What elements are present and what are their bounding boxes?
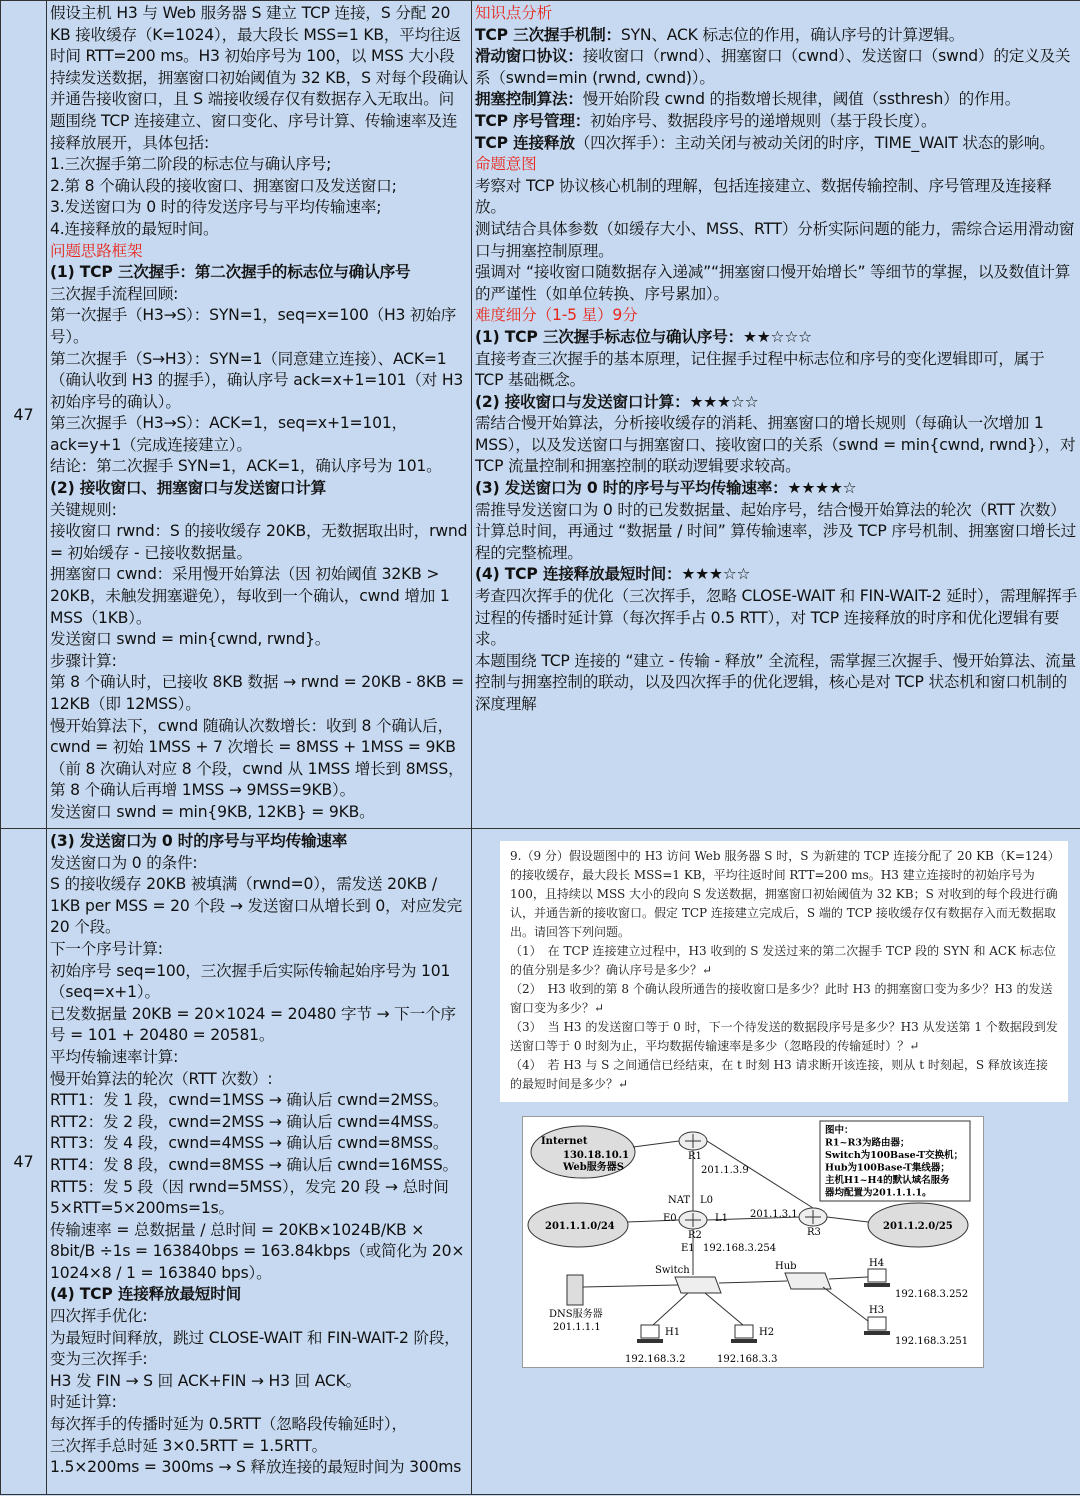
internet-label: Internet	[541, 1136, 588, 1147]
r2-label: R2	[688, 1230, 702, 1241]
solution-cell	[47, 829, 472, 1495]
paragraph: 1.5×200ms = 300ms → S 释放连接的最短时间为 300ms	[50, 1458, 462, 1477]
paragraph: 下一个序号计算:	[50, 939, 163, 958]
question-text	[500, 841, 1068, 1102]
paragraph: 滑动窗口协议：接收窗口（rwnd）、拥塞窗口（cwnd）、发送窗口（swnd）的定义及关系（swnd=min (rwnd, cwnd)）。	[475, 47, 1071, 87]
term-label: TCP 连接释放	[475, 133, 575, 152]
question-cell	[472, 829, 1080, 1495]
paragraph: 关键规则:	[50, 500, 117, 519]
term-label: TCP 三次握手机制：	[475, 25, 621, 44]
network-topology-diagram	[522, 1116, 984, 1368]
paragraph: 考查四次挥手的优化（三次挥手，忽略 CLOSE-WAIT 和 FIN-WAIT-2 延时），需理解挥手过程的传播时延计算（每次挥手占 0.5 RTT），对 TCP 连接释放的时序和优化逻辑有要求。	[475, 587, 1077, 649]
link-line	[705, 1293, 743, 1325]
paragraph: 结论：第二次握手 SYN=1，ACK=1，确认序号为 101。	[50, 457, 442, 476]
paragraph: RTT5：发 5 段（因 rwnd=5MSS），发完 20 段 → 总时间 5×RTT=5×200ms=1s。	[50, 1177, 449, 1218]
paragraph: 发送窗口 swnd = min{cwnd, rwnd}。	[50, 630, 331, 649]
dns-ip: 201.1.1.1	[553, 1322, 601, 1333]
paragraph: TCP 三次握手机制：SYN、ACK 标志位的作用，确认序号的计算逻辑。	[475, 25, 965, 44]
table-row	[1, 1, 1080, 829]
table-row	[1, 829, 1080, 1495]
h3-label: H3	[869, 1305, 885, 1316]
section-heading: 问题思路框架	[50, 241, 143, 260]
term-label: 滑动窗口协议：	[475, 47, 583, 66]
question-paragraph: （2） H3 收到的第 8 个确认段所通告的接收窗口是多少？此时 H3 的拥塞窗口变为多少？H3 的发送窗口变为多少？↵	[510, 982, 1053, 1015]
paragraph: 四次挥手优化:	[50, 1307, 148, 1326]
paragraph: 3.发送窗口为 0 时的待发送序号与平均传输速率;	[50, 198, 382, 217]
paragraph: 考察对 TCP 协议核心机制的理解，包括连接建立、数据传输控制、序号管理及连接释放。	[475, 176, 1052, 217]
paragraph: 三次握手流程回顾:	[50, 284, 179, 303]
link-line	[583, 1285, 678, 1287]
router-icon	[679, 1211, 707, 1229]
paragraph: 每次挥手的传播时延为 0.5RTT（忽略段传输延时），	[50, 1415, 407, 1434]
paragraph: 第二次握手（S→H3）：SYN=1（同意建立连接）、ACK=1（确认收到 H3 的握手），确认序号 ack=x+1=101（对 H3 初始序号的确认）。	[50, 349, 464, 411]
net-right-label: 201.1.2.0/25	[883, 1221, 953, 1232]
legend-line: Switch为100Base-T交换机；	[825, 1150, 964, 1161]
link-line	[719, 1281, 787, 1283]
host-icon	[731, 1325, 757, 1343]
paragraph: 慢开始算法的轮次（RTT 次数）:	[50, 1069, 273, 1088]
paragraph: 发送窗口为 0 的条件:	[50, 853, 198, 872]
link-line	[823, 1287, 868, 1321]
dns-label: DNS服务器	[549, 1309, 603, 1320]
paragraph: TCP 序号管理：初始序号、数据段序号的递增规则（基于段长度）。	[475, 111, 937, 130]
paragraph: 平均传输速率计算:	[50, 1047, 179, 1066]
l1-label: L1	[715, 1213, 729, 1224]
section-heading: 知识点分析	[475, 4, 552, 22]
link-line	[653, 1293, 688, 1325]
net-left-label: 201.1.1.0/24	[545, 1221, 615, 1232]
subsection-heading: (4) TCP 连接释放最短时间：★★★☆☆	[475, 565, 751, 584]
paragraph: 发送窗口 swnd = min{9KB, 12KB} = 9KB。	[50, 802, 375, 821]
subsection-heading: (2) 接收窗口与发送窗口计算：★★★☆☆	[475, 392, 759, 411]
paragraph: 慢开始算法下，cwnd 随确认次数增长：收到 8 个确认后，cwnd = 初始 1MSS + 7 次增长 = 8MSS + 1MSS = 9KB（前 8 次确认对应 8 个段，cwnd 从 1MSS 增长到 8MSS，第 8 个确认后再增 1MSS → 9MSS=9KB）。	[50, 716, 464, 800]
host-icon	[864, 1317, 890, 1335]
paragraph: 拥塞控制算法：慢开始阶段 cwnd 的指数增长规律，阈值（ssthresh）的作用。	[475, 90, 1021, 109]
subsection-heading: (2) 接收窗口、拥塞窗口与发送窗口计算	[50, 479, 327, 498]
legend-line: 主机H1~H4的默认域名服务	[825, 1175, 950, 1186]
paragraph: RTT1：发 1 段，cwnd=1MSS → 确认后 cwnd=2MSS。	[50, 1091, 449, 1110]
paragraph: 初始序号 seq=100，三次握手后实际传输起始序号为 101（seq=x+1）。	[50, 961, 451, 1002]
section-heading: 难度细分（1-5 星）9分	[475, 306, 638, 325]
link-line	[829, 1277, 868, 1279]
question-paragraph: （1） 在 TCP 连接建立过程中，H3 收到的 S 发送过来的第二次握手 TCP 段的 SYN 和 ACK 标志位的值分别是多少？确认序号是多少？↵	[510, 944, 1056, 977]
row-number: 47	[1, 829, 47, 1495]
paragraph: 4.连接释放的最短时间。	[50, 219, 219, 238]
subsection-heading: (3) 发送窗口为 0 时的序号与平均传输速率	[50, 832, 348, 850]
paragraph: 已发数据量 20KB = 20×1024 = 20480 字节 → 下一个序号 = 101 + 20480 = 20581。	[50, 1004, 456, 1045]
subsection-heading: (4) TCP 连接释放最短时间	[50, 1285, 242, 1304]
question-paragraph: 9.（9 分）假设题图中的 H3 访问 Web 服务器 S 时，S 为新建的 TCP 连接分配了 20 KB（K=124）的接收缓存，最大段长 MSS=1 KB，平均往返时间 RTT=200 ms。H3 建立连接时的初始序号为 100，且持续以 MSS 大小的段向 S 发送数据，拥塞窗口初始阈值为 32 KB；S 对收到的每个段进行确认，并通告新的接收窗口。假定 TCP 连接建立完成后，S 端的 TCP 接收缓存仅有数据存入而无数据取出。请回答下列问题。	[510, 849, 1058, 939]
r3-link-ip: 201.1.3.1	[750, 1209, 798, 1220]
subsection-heading: (3) 发送窗口为 0 时的序号与平均传输速率：★★★★☆	[475, 479, 857, 498]
switch-label: Switch	[655, 1265, 690, 1276]
paragraph: 2.第 8 个确认段的接收窗口、拥塞窗口及发送窗口;	[50, 176, 397, 195]
paragraph: 三次挥手总时延 3×0.5RTT = 1.5RTT。	[50, 1436, 328, 1455]
analysis-cell	[472, 1, 1080, 829]
router-icon	[799, 1208, 827, 1226]
paragraph: 假设主机 H3 与 Web 服务器 S 建立 TCP 连接，S 分配 20 KB 接收缓存（K=1024），最大段长 MSS=1 KB，平均往返时间 RTT=200 ms。H3 初始序号为 100，以 MSS 大小段持续发送数据，拥塞窗口初始阈值为 32 KB，S 对每个段确认并通告接收窗口，且 S 端接收缓存仅有数据存入无取出。问题围绕 TCP 连接建立、窗口变化、序号计算、传输速率及连接释放展开，具体包括:	[50, 4, 468, 152]
host-icon	[637, 1325, 663, 1343]
switch-icon	[675, 1277, 721, 1293]
h2-label: H2	[759, 1327, 775, 1338]
paragraph: 第一次握手（H3→S）：SYN=1，seq=x=100（H3 初始序号）。	[50, 306, 457, 346]
e0-label: E0	[663, 1213, 677, 1224]
paragraph: RTT3：发 4 段，cwnd=4MSS → 确认后 cwnd=8MSS。	[50, 1134, 449, 1153]
paragraph: 步骤计算:	[50, 651, 117, 670]
e1-label: E1	[681, 1243, 695, 1254]
hub-icon	[785, 1273, 831, 1289]
nat-label: NAT	[668, 1195, 691, 1206]
term-label: 拥塞控制算法：	[475, 90, 583, 109]
r1-link-ip: 201.1.3.9	[701, 1165, 749, 1176]
legend-line: 器均配置为201.1.1.1。	[825, 1187, 932, 1199]
router-icon	[679, 1132, 707, 1150]
subsection-heading: (1) TCP 三次握手：第二次握手的标志位与确认序号	[50, 263, 411, 282]
e1-ip: 192.168.3.254	[703, 1243, 777, 1254]
paragraph: 需推导发送窗口为 0 时的已发数据量、起始序号，结合慢开始算法的轮次（RTT 次数）计算总时间，再通过 “数据量 / 时间” 算传输速率，涉及 TCP 序号机制、拥塞窗口增长过程的完整梳理。	[475, 500, 1077, 562]
legend-line: 图中：	[825, 1125, 854, 1136]
paragraph: 时延计算:	[50, 1393, 117, 1412]
link-line	[633, 1141, 679, 1147]
h1-label: H1	[665, 1327, 681, 1338]
paragraph: S 的接收缓存 20KB 被填满（rwnd=0），需发送 20KB / 1KB per MSS = 20 个段 → 发送窗口从增长到 0，对应发完 20 个段。	[50, 875, 463, 937]
paragraph: 直接考查三次握手的基本原理，记住握手过程中标志位和序号的变化逻辑即可，属于 TCP 基础概念。	[475, 349, 1045, 390]
h2-ip: 192.168.3.3	[717, 1354, 778, 1365]
legend-line: Hub为100Base-T集线器；	[825, 1162, 950, 1174]
host-icon	[864, 1269, 890, 1287]
web-server-label: Web服务器S	[563, 1162, 624, 1173]
paragraph: 需结合慢开始算法，分析接收缓存的消耗、拥塞窗口的增长规则（每确认一次增加 1 MSS），以及发送窗口与拥塞窗口、接收窗口的关系（swnd = min{cwnd, rwnd}），对 TCP 流量控制和拥塞控制的联动逻辑要求较高。	[475, 414, 1076, 476]
paragraph: 第 8 个确认时，已接收 8KB 数据 → rwnd = 20KB - 8KB = 12KB（即 12MSS）。	[50, 673, 465, 713]
paragraph: 拥塞窗口 cwnd：采用慢开始算法（因 初始阈值 32KB > 20KB，未触发拥塞避免），每收到一个确认，cwnd 增加 1 MSS（1KB）。	[50, 565, 450, 627]
h4-ip: 192.168.3.252	[895, 1289, 969, 1300]
row-number: 47	[1, 1, 47, 829]
solution-cell	[47, 1, 472, 829]
h4-label: H4	[869, 1258, 885, 1269]
link-line	[827, 1217, 868, 1222]
paragraph: 第三次握手（H3→S）：ACK=1，seq=x+1=101，ack=y+1（完成连接建立）。	[50, 414, 407, 454]
h1-ip: 192.168.3.2	[625, 1354, 686, 1365]
r1-label: R1	[688, 1151, 702, 1162]
r3-label: R3	[807, 1227, 821, 1238]
paragraph: RTT4：发 8 段，cwnd=8MSS → 确认后 cwnd=16MSS。	[50, 1155, 458, 1174]
l0-label: L0	[700, 1195, 714, 1206]
paragraph: H3 发 FIN → S 回 ACK+FIN → H3 回 ACK。	[50, 1371, 362, 1390]
legend-line: R1~R3为路由器；	[825, 1137, 910, 1149]
question-paragraph: （3） 当 H3 的发送窗口等于 0 时，下一个待发送的数据段序号是多少？H3 从发送第 1 个数据段到发送窗口等于 0 时刻为止，平均数据传输速率是多少（忽略段的传输延时）？↵	[510, 1020, 1058, 1053]
section-heading: 命题意图	[475, 155, 537, 174]
term-label: TCP 序号管理：	[475, 111, 591, 130]
question-paragraph: （4） 若 H3 与 S 之间通信已经结束，在 t 时刻 H3 请求断开该连接，则从 t 时刻起，S 释放该连接的最短时间是多少？↵	[510, 1058, 1048, 1091]
paragraph: 测试结合具体参数（如缓存大小、MSS、RTT）分析实际问题的能力，需综合运用滑动窗口与拥塞控制原理。	[475, 219, 1075, 260]
paragraph: 为最短时间释放，跳过 CLOSE-WAIT 和 FIN-WAIT-2 阶段，变为三次挥手:	[50, 1328, 460, 1369]
paragraph: 接收窗口 rwnd：S 的接收缓存 20KB，无数据取出时，rwnd = 初始缓存 - 已接收数据量。	[50, 522, 468, 562]
web-server-ip: 130.18.10.1	[563, 1150, 630, 1161]
paragraph: TCP 连接释放（四次挥手）：主动关闭与被动关闭的时序，TIME_WAIT 状态的影响。	[475, 133, 1055, 152]
paragraph: 强调对 “接收窗口随数据存入递减”“拥塞窗口慢开始增长” 等细节的掌握，以及数值计算的严谨性（如单位转换、序号累加）。	[475, 263, 1071, 303]
h3-ip: 192.168.3.251	[895, 1336, 969, 1347]
paragraph: 1.三次握手第二阶段的标志位与确认序号;	[50, 155, 332, 174]
server-icon	[567, 1275, 583, 1305]
paragraph: RTT2：发 2 段，cwnd=2MSS → 确认后 cwnd=4MSS。	[50, 1112, 449, 1131]
paragraph: 本题围绕 TCP 连接的 “建立 - 传输 - 释放” 全流程，需掌握三次握手、慢开始算法、流量控制与拥塞控制的联动，以及四次挥手的优化逻辑，核心是对 TCP 状态机和窗口机制的深度理解	[475, 651, 1076, 713]
subsection-heading: (1) TCP 三次握手标志位与确认序号：★★☆☆☆	[475, 327, 812, 346]
paragraph: 传输速率 = 总数据量 / 总时间 = 20KB×1024B/KB × 8bit/B ÷1s = 163840bps = 163.84kbps（或简化为 20× 1024×8 / 1 = 163840 bps）。	[50, 1220, 465, 1282]
hub-label: Hub	[775, 1261, 797, 1272]
